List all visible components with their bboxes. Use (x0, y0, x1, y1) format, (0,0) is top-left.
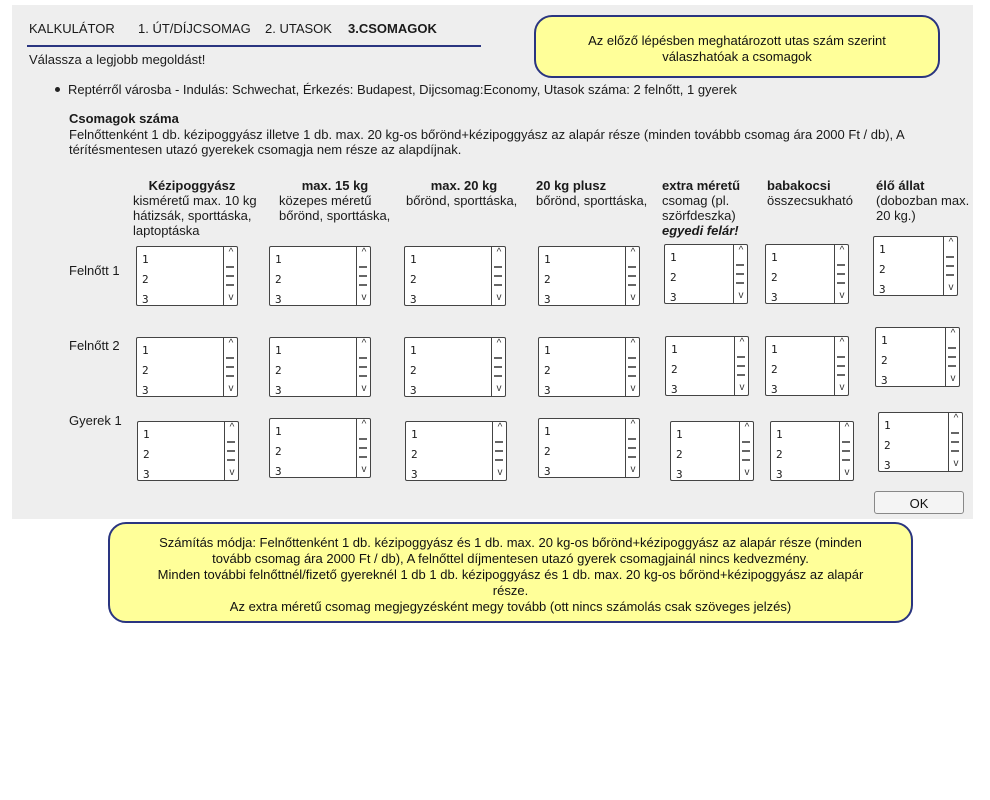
ok-button[interactable]: OK (874, 491, 964, 514)
trip-summary-text: Reptérről városba - Indulás: Schwechat, Érkezés: Budapest, Dijcsomag:Economy, Utasok száma: 2 felnőtt, 1 gyerek (68, 82, 737, 97)
scroll-grip-icon (951, 441, 959, 443)
column-desc: laptoptáska (133, 223, 200, 238)
note-top-line: válaszhatóak a csomagok (662, 49, 812, 64)
listbox-felnott-1-col-4[interactable] (538, 246, 640, 306)
scroll-grip-icon (359, 438, 367, 440)
scrollbar[interactable] (356, 419, 370, 477)
chevron-down-icon[interactable]: v (630, 292, 636, 303)
section-title: Csomagok száma (69, 111, 179, 126)
scroll-grip-icon (951, 432, 959, 434)
chevron-down-icon[interactable]: v (229, 467, 235, 478)
scroll-grip-icon (946, 265, 954, 267)
chevron-down-icon[interactable]: v (953, 458, 959, 469)
listbox-option[interactable]: 1 (142, 253, 149, 266)
listbox-option[interactable]: 3 (771, 291, 778, 304)
scroll-grip-icon (837, 365, 845, 367)
listbox-options (879, 240, 886, 300)
listbox-option[interactable]: 2 (544, 445, 551, 458)
listbox-options (275, 250, 282, 310)
listbox-option[interactable]: 2 (275, 273, 282, 286)
scroll-grip-icon (226, 284, 234, 286)
listbox-option[interactable]: 1 (142, 344, 149, 357)
listbox-option[interactable]: 3 (879, 283, 886, 296)
chevron-up-icon[interactable]: ^ (630, 419, 636, 430)
row-label-felnott-1: Felnőtt 1 (69, 263, 120, 278)
row-label-gyerek-1: Gyerek 1 (69, 413, 122, 428)
listbox-option[interactable]: 1 (544, 344, 551, 357)
listbox-option[interactable]: 2 (676, 448, 683, 461)
row-label-felnott-2: Felnőtt 2 (69, 338, 120, 353)
listbox-felnott-1-col-1[interactable] (136, 246, 238, 306)
scroll-grip-icon (628, 447, 636, 449)
listbox-options (676, 425, 683, 485)
listbox-option[interactable]: 1 (771, 251, 778, 264)
scroll-grip-icon (742, 441, 750, 443)
scroll-grip-icon (359, 275, 367, 277)
listbox-option[interactable]: 1 (275, 344, 282, 357)
scrollbar[interactable] (625, 419, 639, 477)
scrollbar[interactable] (223, 338, 237, 396)
listbox-options (275, 422, 282, 482)
listbox-option[interactable]: 3 (544, 465, 551, 478)
scrollbar[interactable] (734, 337, 748, 395)
scroll-grip-icon (948, 347, 956, 349)
listbox-option[interactable]: 2 (142, 364, 149, 377)
listbox-option[interactable]: 1 (410, 253, 417, 266)
scroll-grip-icon (494, 275, 502, 277)
scroll-grip-icon (628, 375, 636, 377)
column-desc: bőrönd, sporttáska, (279, 208, 391, 223)
listbox-options (410, 250, 417, 310)
chevron-up-icon[interactable]: ^ (744, 422, 750, 433)
scroll-grip-icon (628, 284, 636, 286)
chevron-up-icon[interactable]: ^ (839, 337, 845, 348)
scroll-grip-icon (842, 441, 850, 443)
column-title: babakocsi (767, 178, 831, 193)
scrollbar[interactable] (739, 422, 753, 480)
listbox-options (544, 341, 551, 401)
listbox-option[interactable]: 3 (881, 374, 888, 387)
listbox-option[interactable]: 1 (776, 428, 783, 441)
listbox-option[interactable]: 3 (544, 384, 551, 397)
listbox-option[interactable]: 2 (143, 448, 150, 461)
scroll-grip-icon (359, 366, 367, 368)
listbox-option[interactable]: 2 (884, 439, 891, 452)
listbox-options (671, 340, 678, 400)
scroll-grip-icon (494, 284, 502, 286)
chevron-down-icon[interactable]: v (496, 383, 502, 394)
column-desc: hátizsák, sporttáska, (133, 208, 252, 223)
scrollbar[interactable] (492, 422, 506, 480)
scroll-grip-icon (837, 356, 845, 358)
column-title: élő állat (876, 178, 925, 193)
chevron-up-icon[interactable]: ^ (950, 328, 956, 339)
listbox-option[interactable]: 1 (671, 343, 678, 356)
listbox-felnott-2-col-5[interactable] (665, 336, 749, 396)
scroll-grip-icon (837, 264, 845, 266)
listbox-option[interactable]: 1 (411, 428, 418, 441)
scrollbar[interactable] (491, 247, 505, 305)
scrollbar[interactable] (834, 337, 848, 395)
scrollbar[interactable] (945, 328, 959, 386)
nav-item-csomagok[interactable]: 3.CSOMAGOK (348, 21, 437, 36)
listbox-option[interactable]: 3 (776, 468, 783, 481)
trip-summary (55, 82, 737, 97)
scrollbar[interactable] (948, 413, 962, 471)
listbox-option[interactable]: 2 (671, 363, 678, 376)
listbox-option[interactable]: 2 (410, 273, 417, 286)
scroll-grip-icon (737, 365, 745, 367)
listbox-option[interactable]: 3 (142, 293, 149, 306)
scroll-grip-icon (359, 456, 367, 458)
column-header-extra (662, 178, 762, 238)
listbox-felnott-2-col-1[interactable] (136, 337, 238, 397)
chevron-down-icon[interactable]: v (630, 464, 636, 475)
chevron-down-icon[interactable]: v (361, 383, 367, 394)
listbox-felnott-2-col-3[interactable] (404, 337, 506, 397)
listbox-option[interactable]: 3 (410, 293, 417, 306)
chevron-down-icon[interactable]: v (844, 467, 850, 478)
note-bottom-line: Minden további felnőttnél/fizető gyereknél 1 db 1 db. kézipoggyász és 1 db. max. 20 kg-os bőrönd+kézipoggyász az alapár része. (157, 567, 864, 598)
listbox-options (776, 425, 783, 485)
listbox-option[interactable]: 1 (676, 428, 683, 441)
listbox-option[interactable]: 2 (771, 271, 778, 284)
listbox-option[interactable]: 2 (275, 445, 282, 458)
scroll-grip-icon (226, 357, 234, 359)
listbox-option[interactable]: 2 (776, 448, 783, 461)
listbox-felnott-2-col-6[interactable] (765, 336, 849, 396)
chevron-up-icon[interactable]: ^ (953, 413, 959, 424)
listbox-option[interactable]: 3 (143, 468, 150, 481)
listbox-option[interactable]: 3 (410, 384, 417, 397)
scroll-grip-icon (494, 375, 502, 377)
scroll-grip-icon (837, 273, 845, 275)
chevron-up-icon[interactable]: ^ (630, 338, 636, 349)
scroll-grip-icon (226, 375, 234, 377)
scrollbar[interactable] (839, 422, 853, 480)
listbox-option[interactable]: 1 (544, 425, 551, 438)
scrollbar[interactable] (223, 247, 237, 305)
subtitle: Válassza a legjobb megoldást! (29, 52, 206, 67)
chevron-up-icon[interactable]: ^ (496, 338, 502, 349)
nav-underline (27, 45, 481, 47)
listbox-options (275, 341, 282, 401)
listbox-option[interactable]: 1 (275, 425, 282, 438)
column-desc: csomag (pl. (662, 193, 730, 208)
scroll-grip-icon (842, 450, 850, 452)
listbox-options (881, 331, 888, 391)
listbox-felnott-1-col-5[interactable] (664, 244, 748, 304)
listbox-felnott-1-col-3[interactable] (404, 246, 506, 306)
column-header-kezipoggyasz (133, 178, 263, 238)
scrollbar[interactable] (943, 237, 957, 295)
scroll-grip-icon (495, 441, 503, 443)
column-desc: (dobozban max. (876, 193, 970, 208)
scroll-grip-icon (359, 357, 367, 359)
chevron-down-icon[interactable]: v (738, 290, 744, 301)
scroll-grip-icon (736, 282, 744, 284)
chevron-up-icon[interactable]: ^ (844, 422, 850, 433)
scroll-grip-icon (359, 284, 367, 286)
column-header-max20 (406, 178, 526, 208)
column-header-babakocsi (767, 178, 867, 208)
scroll-grip-icon (628, 438, 636, 440)
listbox-gyerek-1-col-5[interactable] (670, 421, 754, 481)
chevron-down-icon[interactable]: v (839, 290, 845, 301)
scroll-grip-icon (737, 356, 745, 358)
listbox-option[interactable]: 3 (671, 383, 678, 396)
listbox-option[interactable]: 3 (544, 293, 551, 306)
scroll-grip-icon (737, 374, 745, 376)
nav-item-ut-dijcsomag[interactable]: 1. ÚT/DÍJCSOMAG (138, 21, 251, 36)
scroll-grip-icon (359, 266, 367, 268)
listbox-option[interactable]: 3 (142, 384, 149, 397)
listbox-options (411, 425, 418, 485)
listbox-options (143, 425, 150, 485)
scrollbar[interactable] (224, 422, 238, 480)
note-bottom-line: Számítás módja: Felnőttenként 1 db. kézipoggyász és 1 db. max. 20 kg-os bőrönd+kézipoggyász az alapár része (minden tovább csomag ára 2000 Ft / db), A felnőttel díjmentesen utazó gyerek csomagjainál nincs kedvezmény. (159, 535, 862, 566)
listbox-option[interactable]: 3 (275, 384, 282, 397)
column-title: max. 20 kg (430, 178, 498, 193)
scroll-grip-icon (837, 374, 845, 376)
chevron-down-icon[interactable]: v (630, 383, 636, 394)
chevron-up-icon[interactable]: ^ (839, 245, 845, 256)
column-header-max15 (279, 178, 399, 223)
listbox-option[interactable]: 2 (670, 271, 677, 284)
chevron-down-icon[interactable]: v (950, 373, 956, 384)
listbox-felnott-2-col-4[interactable] (538, 337, 640, 397)
listbox-option[interactable]: 1 (884, 419, 891, 432)
nav-item-utasok[interactable]: 2. UTASOK (265, 21, 332, 36)
scroll-grip-icon (226, 275, 234, 277)
listbox-options (142, 341, 149, 401)
chevron-up-icon[interactable]: ^ (497, 422, 503, 433)
listbox-gyerek-1-col-3[interactable] (405, 421, 507, 481)
listbox-option[interactable]: 2 (275, 364, 282, 377)
chevron-down-icon[interactable]: v (497, 467, 503, 478)
scroll-grip-icon (946, 274, 954, 276)
column-desc: összecsukható (767, 193, 853, 208)
scroll-grip-icon (359, 447, 367, 449)
column-title: extra méretű (662, 178, 741, 193)
column-desc: kisméretű max. 10 kg (133, 193, 257, 208)
listbox-options (410, 341, 417, 401)
scroll-grip-icon (842, 459, 850, 461)
listbox-felnott-2-col-7[interactable] (875, 327, 960, 387)
listbox-gyerek-1-col-7[interactable] (878, 412, 963, 472)
column-header-elo-allat (876, 178, 976, 223)
scroll-grip-icon (951, 450, 959, 452)
scrollbar[interactable] (834, 245, 848, 303)
listbox-option[interactable]: 2 (411, 448, 418, 461)
listbox-gyerek-1-col-2[interactable] (269, 418, 371, 478)
scroll-grip-icon (494, 266, 502, 268)
listbox-options (771, 340, 778, 400)
listbox-gyerek-1-col-1[interactable] (137, 421, 239, 481)
column-desc: szörfdeszka) (662, 208, 736, 223)
listbox-option[interactable]: 2 (881, 354, 888, 367)
listbox-option[interactable]: 3 (411, 468, 418, 481)
nav-item-kalkulator[interactable]: KALKULÁTOR (29, 21, 115, 36)
listbox-option[interactable]: 3 (771, 383, 778, 396)
column-desc: 20 kg.) (876, 208, 916, 223)
chevron-down-icon[interactable]: v (228, 383, 234, 394)
scroll-grip-icon (494, 357, 502, 359)
listbox-option[interactable]: 3 (884, 459, 891, 472)
chevron-up-icon[interactable]: ^ (228, 247, 234, 258)
chevron-up-icon[interactable]: ^ (229, 422, 235, 433)
listbox-option[interactable]: 3 (275, 465, 282, 478)
chevron-down-icon[interactable]: v (228, 292, 234, 303)
chevron-up-icon[interactable]: ^ (361, 419, 367, 430)
chevron-down-icon[interactable]: v (361, 464, 367, 475)
column-title: Kézipoggyász (148, 178, 236, 193)
chevron-down-icon[interactable]: v (839, 382, 845, 393)
note-top-line: Az előző lépésben meghatározott utas szám szerint (588, 33, 886, 48)
scroll-grip-icon (628, 366, 636, 368)
chevron-down-icon[interactable]: v (739, 382, 745, 393)
scroll-grip-icon (227, 459, 235, 461)
listbox-option[interactable]: 1 (275, 253, 282, 266)
scroll-grip-icon (227, 441, 235, 443)
listbox-gyerek-1-col-4[interactable] (538, 418, 640, 478)
scrollbar[interactable] (733, 245, 747, 303)
listbox-options (544, 422, 551, 482)
scroll-grip-icon (628, 275, 636, 277)
chevron-up-icon[interactable]: ^ (496, 247, 502, 258)
listbox-option[interactable]: 3 (676, 468, 683, 481)
chevron-up-icon[interactable]: ^ (228, 338, 234, 349)
chevron-up-icon[interactable]: ^ (361, 338, 367, 349)
listbox-option[interactable]: 2 (879, 263, 886, 276)
scroll-grip-icon (495, 459, 503, 461)
listbox-options (670, 248, 677, 308)
chevron-up-icon[interactable]: ^ (948, 237, 954, 248)
listbox-option[interactable]: 2 (771, 363, 778, 376)
scroll-grip-icon (227, 450, 235, 452)
chevron-down-icon[interactable]: v (361, 292, 367, 303)
column-desc: közepes méretű (279, 193, 372, 208)
scroll-grip-icon (494, 366, 502, 368)
scroll-grip-icon (226, 366, 234, 368)
scrollbar[interactable] (625, 247, 639, 305)
column-title: max. 15 kg (301, 178, 369, 193)
scroll-grip-icon (736, 273, 744, 275)
bullet-icon (55, 87, 60, 92)
scroll-grip-icon (736, 264, 744, 266)
scroll-grip-icon (359, 375, 367, 377)
listbox-felnott-2-col-2[interactable] (269, 337, 371, 397)
scrollbar[interactable] (491, 338, 505, 396)
listbox-option[interactable]: 3 (670, 291, 677, 304)
scroll-grip-icon (628, 266, 636, 268)
note-bottom (108, 522, 913, 623)
listbox-option[interactable]: 1 (544, 253, 551, 266)
listbox-options (884, 416, 891, 476)
chevron-down-icon[interactable]: v (496, 292, 502, 303)
chevron-up-icon[interactable]: ^ (739, 337, 745, 348)
scrollbar[interactable] (356, 247, 370, 305)
listbox-option[interactable]: 1 (879, 243, 886, 256)
scroll-grip-icon (628, 456, 636, 458)
chevron-down-icon[interactable]: v (744, 467, 750, 478)
section-text: Felnőttenként 1 db. kézipoggyász illetve 1 db. max. 20 kg-os bőrönd+kézipoggyász az alapár része (minden továbbb csomag ára 2000 Ft / db), A térítésmentesen utazó gyerekek csomagja nem része az alapdíjnak. (69, 127, 905, 157)
listbox-option[interactable]: 1 (771, 343, 778, 356)
chevron-down-icon[interactable]: v (948, 282, 954, 293)
listbox-option[interactable]: 2 (142, 273, 149, 286)
scroll-grip-icon (946, 256, 954, 258)
note-bottom-line: Az extra méretű csomag megjegyzésként megy tovább (ott nincs számolás csak szöveges jelzés) (229, 599, 792, 614)
listbox-options (771, 248, 778, 308)
listbox-felnott-1-col-6[interactable] (765, 244, 849, 304)
scroll-grip-icon (742, 450, 750, 452)
scrollbar[interactable] (356, 338, 370, 396)
column-desc: bőrönd, sporttáska, (536, 193, 648, 208)
scroll-grip-icon (837, 282, 845, 284)
listbox-option[interactable]: 1 (670, 251, 677, 264)
column-note: egyedi felár! (662, 223, 739, 238)
scroll-grip-icon (742, 459, 750, 461)
listbox-option[interactable]: 2 (410, 364, 417, 377)
listbox-felnott-1-col-2[interactable] (269, 246, 371, 306)
note-top (534, 15, 940, 78)
column-desc: bőrönd, sporttáska, (406, 193, 518, 208)
listbox-option[interactable]: 2 (544, 364, 551, 377)
column-header-20plus (536, 178, 656, 208)
listbox-option[interactable]: 2 (544, 273, 551, 286)
scroll-grip-icon (495, 450, 503, 452)
scroll-grip-icon (226, 266, 234, 268)
scroll-grip-icon (948, 365, 956, 367)
scroll-grip-icon (628, 357, 636, 359)
chevron-up-icon[interactable]: ^ (361, 247, 367, 258)
listbox-options (544, 250, 551, 310)
chevron-up-icon[interactable]: ^ (738, 245, 744, 256)
listbox-option[interactable]: 1 (143, 428, 150, 441)
listbox-options (142, 250, 149, 310)
listbox-option[interactable]: 1 (410, 344, 417, 357)
listbox-gyerek-1-col-6[interactable] (770, 421, 854, 481)
listbox-option[interactable]: 3 (275, 293, 282, 306)
scrollbar[interactable] (625, 338, 639, 396)
chevron-up-icon[interactable]: ^ (630, 247, 636, 258)
listbox-felnott-1-col-7[interactable] (873, 236, 958, 296)
scroll-grip-icon (948, 356, 956, 358)
listbox-option[interactable]: 1 (881, 334, 888, 347)
column-title: 20 kg plusz (536, 178, 607, 193)
